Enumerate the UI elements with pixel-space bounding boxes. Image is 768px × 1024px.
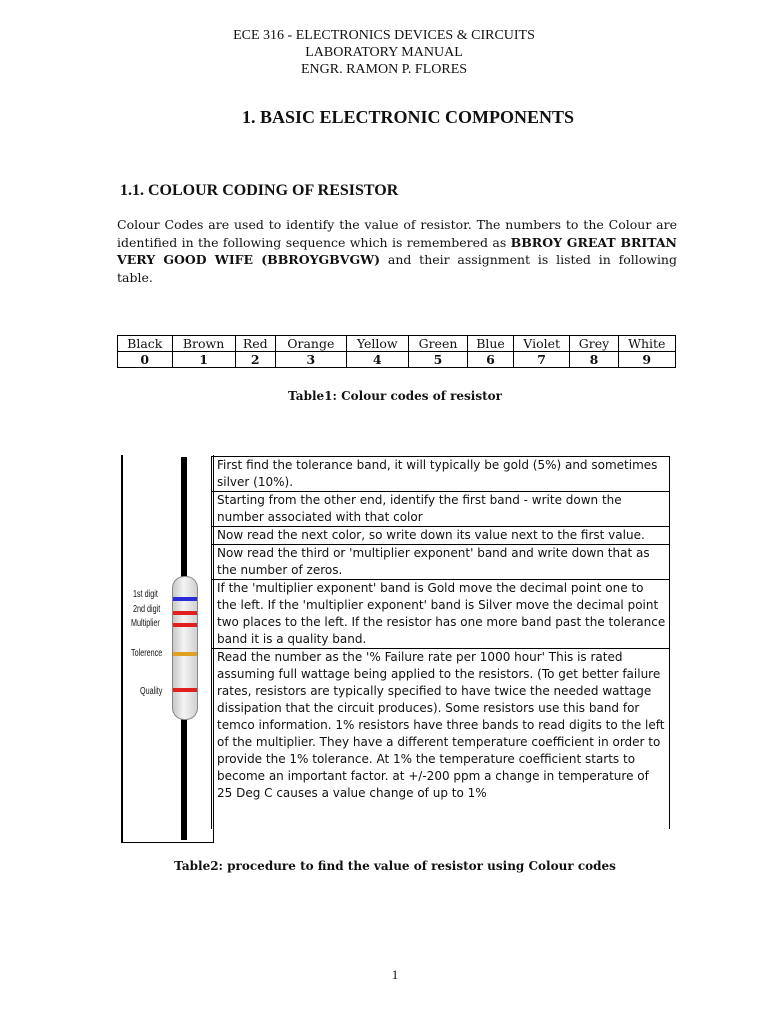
colour-value-cell: 0 <box>118 352 173 368</box>
intro-mnemonic: BBROY GREAT BRITAN VERY GOOD WIFE (BBROYGBVGW) <box>117 234 677 267</box>
procedure-row <box>212 527 670 545</box>
intro-text-2: and their assignment is listed in following table. <box>117 252 677 285</box>
label-multiplier: Multiplier <box>131 618 160 629</box>
procedure-row <box>212 457 670 492</box>
colour-value-cell: 6 <box>468 352 514 368</box>
procedure-row <box>212 580 670 649</box>
colour-name-cell: White <box>618 336 675 352</box>
colour-value-cell: 8 <box>570 352 618 368</box>
colour-value-cell: 9 <box>618 352 675 368</box>
intro-text-1: Colour Codes are used to identify the value of resistor. The numbers to the Colour are identified in the following sequence which is remembered as <box>117 217 677 250</box>
document-header <box>0 27 768 78</box>
colour-value-cell: 3 <box>275 352 346 368</box>
procedure-row <box>212 649 670 830</box>
colour-name-cell: Black <box>118 336 173 352</box>
procedure-step: Now read the third or 'multiplier exponent' band and write down that as the number of zeros. <box>212 545 670 580</box>
colour-value-cell: 4 <box>346 352 408 368</box>
procedure-row <box>212 545 670 580</box>
procedure-step: First find the tolerance band, it will typically be gold (5%) and sometimes silver (10%). <box>212 457 670 492</box>
first-digit-band <box>173 597 197 601</box>
table2-caption: Table2: procedure to find the value of resistor using Colour codes <box>174 859 616 873</box>
colour-name-cell: Green <box>408 336 467 352</box>
colour-names-row <box>118 336 676 352</box>
colour-value-cell: 1 <box>172 352 235 368</box>
colour-name-cell: Violet <box>513 336 570 352</box>
label-first-digit: 1st digit <box>133 589 158 600</box>
tolerance-band <box>173 652 197 656</box>
label-tolerance: Tolerence <box>131 648 163 659</box>
procedure-table <box>211 456 670 829</box>
label-second-digit: 2nd digit <box>133 604 161 615</box>
colour-name-cell: Grey <box>570 336 618 352</box>
label-quality: Quality <box>140 686 163 697</box>
multiplier-band <box>173 623 197 627</box>
colour-name-cell: Yellow <box>346 336 408 352</box>
second-digit-band <box>173 611 197 615</box>
procedure-step: Read the number as the '% Failure rate per 1000 hour' This is rated assuming full wattage being applied to the resistors. (To get better failure rates, resistors are typically specified to have twice the needed wattage dissipation that the circuit produces). Some resistors use this band for temco information. 1% resistors have three bands to read digits to the left of the multiplier. They have a different temperature coefficient in order to provide the 1% tolerance. At 1% the temperature coefficient starts to become an important factor. at +/-200 ppm a change in temperature of 25 Deg C causes a value change of up to 1% <box>212 649 670 830</box>
colour-code-table <box>117 335 676 368</box>
intro-paragraph <box>117 216 677 286</box>
page-number: 1 <box>391 967 399 982</box>
manual-title: LABORATORY MANUAL <box>305 45 463 60</box>
subsection-title: 1.1. COLOUR CODING OF RESISTOR <box>120 182 399 199</box>
colour-value-cell: 7 <box>513 352 570 368</box>
course-title: ECE 316 - ELECTRONICS DEVICES & CIRCUITS <box>233 28 535 43</box>
procedure-step: Now read the next color, so write down its value next to the first value. <box>212 527 670 545</box>
procedure-step: Starting from the other end, identify the first band - write down the number associated with that color <box>212 492 670 527</box>
procedure-row <box>212 492 670 527</box>
table1-caption: Table1: Colour codes of resistor <box>288 389 502 403</box>
procedure-step: If the 'multiplier exponent' band is Gold move the decimal point one to the left. If the 'multiplier exponent' band is Silver move the decimal point two places to the left. If the resistor has one more band past the tolerance band it is a quality band. <box>212 580 670 649</box>
colour-values-row <box>118 352 676 368</box>
author-name: ENGR. RAMON P. FLORES <box>300 62 468 77</box>
colour-name-cell: Brown <box>172 336 235 352</box>
quality-band <box>173 688 197 692</box>
colour-value-cell: 5 <box>408 352 467 368</box>
colour-value-cell: 2 <box>235 352 275 368</box>
section-title: 1. BASIC ELECTRONIC COMPONENTS <box>241 107 575 127</box>
colour-name-cell: Red <box>235 336 275 352</box>
colour-name-cell: Blue <box>468 336 514 352</box>
colour-name-cell: Orange <box>275 336 346 352</box>
